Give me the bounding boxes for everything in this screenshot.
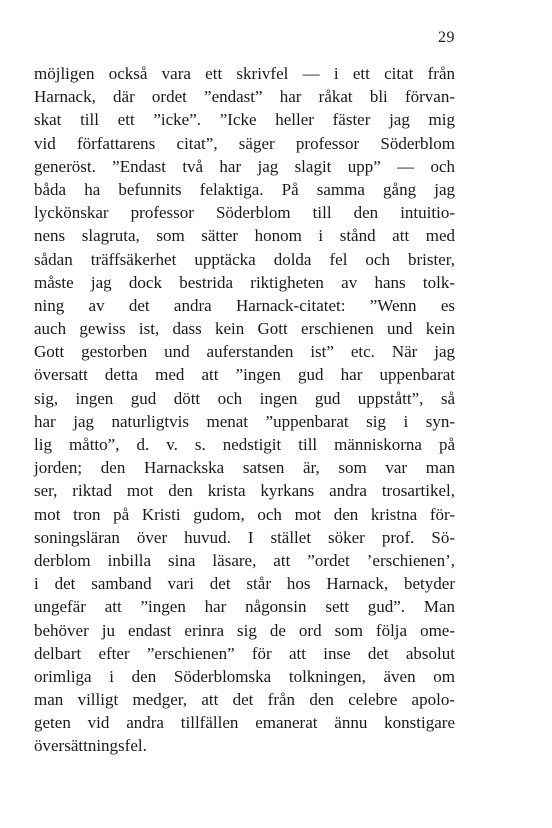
- text-line: översatt detta med att ”ingen gud har uppenbarat: [34, 365, 455, 385]
- text-line: nens slagruta, som sätter honom i stånd att med: [34, 226, 455, 246]
- text-line: måste jag dock bestrida riktigheten av hans tolk-: [34, 272, 455, 292]
- text-line: möjligen också vara ett skrivfel — i ett citat från: [34, 64, 455, 83]
- text-line: skat till ett ”icke”. ”Icke heller fäster jag mig: [34, 110, 455, 130]
- text-line: auch gewiss ist, dass kein Gott erschienen und kein: [34, 319, 455, 339]
- page-number: 29: [438, 29, 455, 46]
- text-line: lig måtto”, d. v. s. nedstigit till människorna på: [34, 435, 455, 454]
- text-line: ning av det andra Harnack-citatet: ”Wenn es: [34, 295, 455, 315]
- text-line: sig, ingen gud dött och ingen gud uppstått”, så: [34, 388, 455, 408]
- text-line: delbart efter ”erschienen” för att inse det absolut: [34, 643, 455, 663]
- text-line: orimliga i den Söderblomska tolkningen, även om: [34, 666, 455, 686]
- text-line: generöst. ”Endast två har jag slagit upp” — och: [34, 156, 455, 176]
- text-line: ungefär att ”ingen har någonsin sett gud”. Man: [34, 597, 455, 617]
- text-line: Gott gestorben und auferstanden ist” etc. När jag: [34, 342, 455, 362]
- text-line: derblom inbilla sina läsare, att ”ordet ’erschienen’,: [34, 550, 455, 570]
- text-line: mot tron på Kristi gudom, och mot den kristna för-: [34, 504, 455, 524]
- text-line: jorden; den Harnackska satsen är, som var man: [34, 458, 455, 478]
- text-line: båda ha befunnits felaktiga. På samma gång jag: [34, 179, 455, 199]
- body-text: [34, 62, 455, 758]
- text-line: i det samband vari det står hos Harnack, betyder: [34, 574, 455, 594]
- text-line: man villigt medger, att det från den celebre apolo-: [34, 690, 455, 710]
- text-line: har jag naturligtvis menat ”uppenbarat sig i syn-: [34, 411, 455, 431]
- text-line: Harnack, där ordet ”endast” har råkat bli förvan-: [34, 87, 455, 107]
- text-line: sådan träffsäkerhet upptäcka dolda fel och brister,: [34, 249, 455, 269]
- text-line: vid författarens citat”, säger professor Söderblom: [34, 133, 455, 153]
- text-line: behöver ju endast erinra sig de ord som följa ome-: [34, 620, 455, 640]
- text-line: soningsläran över huvud. I stället söker prof. Sö-: [34, 527, 455, 547]
- text-line: geten vid andra tillfällen emanerat ännu konstigare: [34, 713, 455, 733]
- text-line: lyckönskar professor Söderblom till den intuitio-: [34, 203, 455, 223]
- text-line: översättningsfel.: [34, 736, 147, 756]
- text-line: ser, riktad mot den krista kyrkans andra trosartikel,: [34, 481, 455, 501]
